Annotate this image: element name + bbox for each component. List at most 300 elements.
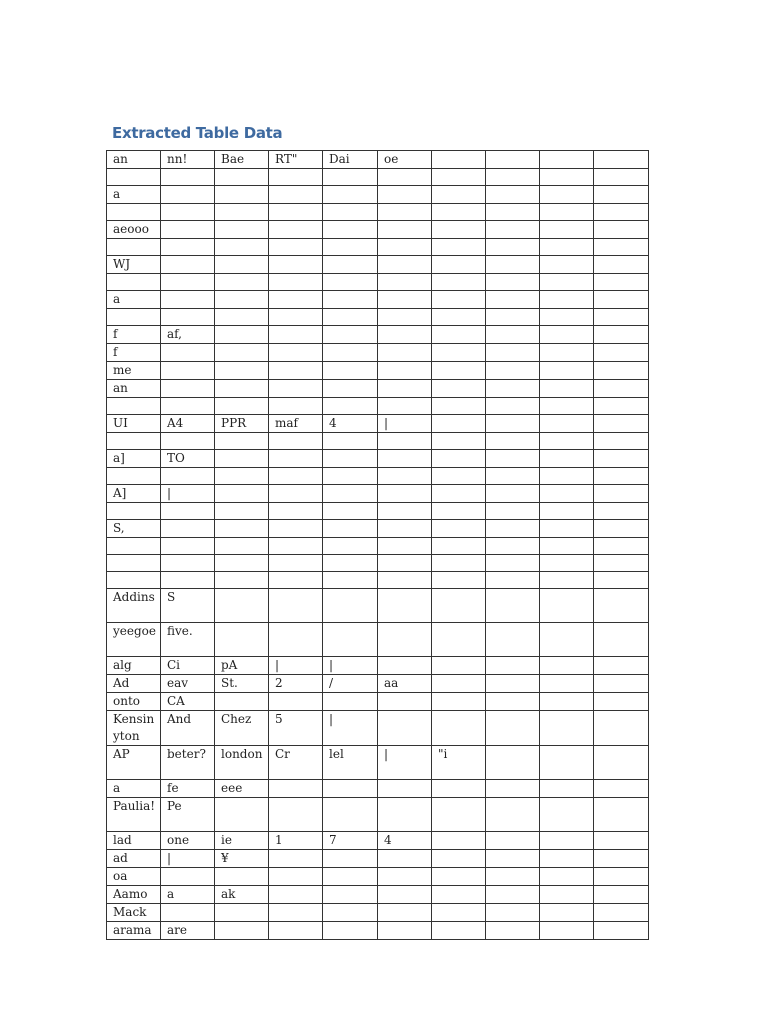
- table-cell: TO: [161, 450, 215, 468]
- table-cell: [432, 520, 486, 538]
- table-cell: [540, 221, 594, 239]
- table-cell: [432, 922, 486, 940]
- table-cell: [594, 468, 649, 485]
- table-cell: [486, 239, 540, 256]
- table-cell: [378, 711, 432, 746]
- table-cell: [269, 169, 323, 186]
- table-cell: [486, 555, 540, 572]
- table-cell: [432, 380, 486, 398]
- table-cell: [161, 291, 215, 309]
- table-cell: [486, 589, 540, 623]
- table-cell: [378, 904, 432, 922]
- table-cell: [107, 274, 161, 291]
- table-cell: [107, 309, 161, 326]
- table-cell: [540, 415, 594, 433]
- table-cell: [594, 485, 649, 503]
- table-cell: [486, 256, 540, 274]
- table-cell: [432, 398, 486, 415]
- table-row: [107, 239, 649, 256]
- table-cell: [432, 326, 486, 344]
- table-cell: [486, 623, 540, 657]
- table-cell: [161, 520, 215, 538]
- table-cell: [378, 398, 432, 415]
- table-cell: [486, 868, 540, 886]
- table-cell: [594, 151, 649, 169]
- table-cell: [378, 344, 432, 362]
- table-cell: a]: [107, 450, 161, 468]
- table-cell: eee: [215, 780, 269, 798]
- table-cell: [269, 922, 323, 940]
- table-row: [107, 433, 649, 450]
- table-cell: [540, 503, 594, 520]
- table-cell: [269, 221, 323, 239]
- table-cell: [323, 204, 378, 221]
- table-cell: [540, 886, 594, 904]
- table-cell: [269, 362, 323, 380]
- table-cell: [594, 798, 649, 832]
- table-cell: S,: [107, 520, 161, 538]
- table-cell: aeooo: [107, 221, 161, 239]
- table-cell: [269, 256, 323, 274]
- table-cell: [161, 186, 215, 204]
- table-cell: Ad: [107, 675, 161, 693]
- table-cell: [323, 291, 378, 309]
- table-cell: [486, 675, 540, 693]
- table-cell: [486, 538, 540, 555]
- table-cell: [486, 415, 540, 433]
- table-cell: [540, 309, 594, 326]
- table-cell: arama: [107, 922, 161, 940]
- table-cell: [594, 398, 649, 415]
- table-cell: [432, 274, 486, 291]
- table-cell: [323, 780, 378, 798]
- table-cell: S: [161, 589, 215, 623]
- table-cell: [594, 344, 649, 362]
- table-cell: [215, 398, 269, 415]
- table-cell: [161, 572, 215, 589]
- table-cell: [486, 850, 540, 868]
- table-cell: [323, 623, 378, 657]
- table-cell: [432, 711, 486, 746]
- table-cell: are: [161, 922, 215, 940]
- table-row: [107, 623, 649, 657]
- table-cell: [594, 886, 649, 904]
- table-cell: [215, 904, 269, 922]
- table-cell: an: [107, 380, 161, 398]
- table-cell: [378, 239, 432, 256]
- table-cell: [269, 538, 323, 555]
- table-cell: [161, 204, 215, 221]
- table-cell: [432, 589, 486, 623]
- table-cell: [594, 221, 649, 239]
- table-cell: /: [323, 675, 378, 693]
- table-row: [107, 204, 649, 221]
- table-cell: |: [378, 415, 432, 433]
- table-cell: [161, 555, 215, 572]
- table-cell: [432, 169, 486, 186]
- table-cell: Paulia!: [107, 798, 161, 832]
- table-row: [107, 415, 649, 433]
- table-cell: [107, 204, 161, 221]
- table-cell: Pe: [161, 798, 215, 832]
- table-cell: |: [378, 746, 432, 780]
- table-cell: [161, 904, 215, 922]
- table-cell: [486, 485, 540, 503]
- table-cell: [432, 675, 486, 693]
- table-cell: [323, 256, 378, 274]
- table-cell: [540, 326, 594, 344]
- table-cell: [486, 798, 540, 832]
- table-cell: [432, 904, 486, 922]
- table-cell: CA: [161, 693, 215, 711]
- table-cell: [432, 572, 486, 589]
- table-row: [107, 675, 649, 693]
- table-cell: [107, 555, 161, 572]
- table-cell: [378, 204, 432, 221]
- table-cell: [594, 326, 649, 344]
- table-cell: [540, 657, 594, 675]
- table-row: [107, 186, 649, 204]
- table-cell: [378, 850, 432, 868]
- table-cell: an: [107, 151, 161, 169]
- table-cell: [486, 503, 540, 520]
- table-cell: [378, 256, 432, 274]
- table-cell: [594, 239, 649, 256]
- table-cell: [107, 398, 161, 415]
- table-cell: [107, 433, 161, 450]
- table-cell: [323, 555, 378, 572]
- table-row: [107, 326, 649, 344]
- table-cell: [323, 886, 378, 904]
- table-cell: [269, 485, 323, 503]
- table-cell: [540, 711, 594, 746]
- table-cell: [486, 886, 540, 904]
- table-cell: [269, 850, 323, 868]
- table-cell: [594, 693, 649, 711]
- table-cell: [486, 291, 540, 309]
- table-row: [107, 572, 649, 589]
- table-cell: [215, 239, 269, 256]
- table-cell: [378, 555, 432, 572]
- table-cell: [540, 450, 594, 468]
- table-cell: [594, 169, 649, 186]
- table-cell: alg: [107, 657, 161, 675]
- table-cell: [269, 468, 323, 485]
- table-cell: [269, 344, 323, 362]
- table-cell: [378, 169, 432, 186]
- table-cell: [269, 780, 323, 798]
- table-cell: [594, 675, 649, 693]
- table-cell: [323, 221, 378, 239]
- extracted-data-table: [106, 150, 649, 940]
- table-cell: [323, 904, 378, 922]
- table-cell: [594, 868, 649, 886]
- table-cell: [432, 868, 486, 886]
- table-cell: Ci: [161, 657, 215, 675]
- table-cell: [486, 711, 540, 746]
- table-cell: [432, 468, 486, 485]
- table-cell: [269, 798, 323, 832]
- table-cell: |: [323, 657, 378, 675]
- table-cell: [215, 274, 269, 291]
- table-cell: [107, 572, 161, 589]
- table-cell: 4: [378, 832, 432, 850]
- table-cell: [594, 433, 649, 450]
- table-row: [107, 555, 649, 572]
- table-cell: 1: [269, 832, 323, 850]
- table-cell: [323, 693, 378, 711]
- table-cell: [269, 204, 323, 221]
- table-cell: [540, 850, 594, 868]
- table-cell: [432, 780, 486, 798]
- table-row: [107, 468, 649, 485]
- table-cell: AP: [107, 746, 161, 780]
- table-cell: [432, 309, 486, 326]
- table-cell: [594, 746, 649, 780]
- table-cell: oe: [378, 151, 432, 169]
- table-cell: [215, 693, 269, 711]
- table-cell: And: [161, 711, 215, 746]
- table-row: [107, 274, 649, 291]
- table-cell: lad: [107, 832, 161, 850]
- table-cell: [594, 623, 649, 657]
- table-cell: [486, 832, 540, 850]
- table-cell: [486, 657, 540, 675]
- table-row: [107, 520, 649, 538]
- table-cell: [540, 538, 594, 555]
- table-cell: [323, 572, 378, 589]
- table-row: [107, 832, 649, 850]
- table-cell: [486, 309, 540, 326]
- table-cell: [540, 675, 594, 693]
- table-cell: [161, 239, 215, 256]
- table-cell: 2: [269, 675, 323, 693]
- table-cell: a: [107, 186, 161, 204]
- table-cell: [594, 450, 649, 468]
- table-cell: [215, 169, 269, 186]
- table-cell: [486, 780, 540, 798]
- table-cell: [432, 151, 486, 169]
- table-cell: [540, 433, 594, 450]
- table-cell: WJ: [107, 256, 161, 274]
- table-row: [107, 221, 649, 239]
- table-cell: [161, 433, 215, 450]
- table-cell: Dai: [323, 151, 378, 169]
- table-cell: [486, 204, 540, 221]
- table-cell: [432, 850, 486, 868]
- table-cell: [378, 186, 432, 204]
- table-cell: [161, 309, 215, 326]
- table-cell: [432, 485, 486, 503]
- table-cell: [594, 589, 649, 623]
- table-cell: f: [107, 344, 161, 362]
- table-cell: A4: [161, 415, 215, 433]
- table-cell: [594, 711, 649, 746]
- table-cell: [323, 850, 378, 868]
- table-cell: |: [161, 850, 215, 868]
- table-cell: [486, 362, 540, 380]
- table-cell: [378, 380, 432, 398]
- table-cell: [486, 398, 540, 415]
- table-cell: [540, 520, 594, 538]
- table-cell: [486, 468, 540, 485]
- table-cell: [378, 572, 432, 589]
- table-cell: [269, 433, 323, 450]
- table-cell: [215, 309, 269, 326]
- table-cell: [540, 344, 594, 362]
- table-cell: [269, 326, 323, 344]
- table-cell: PPR: [215, 415, 269, 433]
- table-cell: [378, 886, 432, 904]
- table-cell: [432, 538, 486, 555]
- table-cell: [594, 309, 649, 326]
- table-cell: [378, 291, 432, 309]
- table-cell: [378, 485, 432, 503]
- table-cell: Addins: [107, 589, 161, 623]
- table-cell: [594, 657, 649, 675]
- table-cell: [107, 239, 161, 256]
- table-cell: Kensinyton: [107, 711, 161, 746]
- table-cell: [323, 344, 378, 362]
- table-cell: [378, 623, 432, 657]
- table-cell: yeegoe: [107, 623, 161, 657]
- table-cell: [540, 798, 594, 832]
- table-cell: [161, 169, 215, 186]
- table-cell: [323, 309, 378, 326]
- table-cell: [486, 520, 540, 538]
- table-cell: [269, 623, 323, 657]
- table-cell: [323, 274, 378, 291]
- table-cell: Mack: [107, 904, 161, 922]
- table-cell: [269, 186, 323, 204]
- table-cell: eav: [161, 675, 215, 693]
- table-row: [107, 380, 649, 398]
- table-cell: 5: [269, 711, 323, 746]
- table-cell: [540, 151, 594, 169]
- table-cell: [378, 538, 432, 555]
- table-cell: [540, 204, 594, 221]
- table-cell: [486, 221, 540, 239]
- table-cell: [594, 555, 649, 572]
- table-cell: [486, 746, 540, 780]
- table-cell: [161, 256, 215, 274]
- table-cell: [594, 274, 649, 291]
- table-cell: [323, 868, 378, 886]
- table-cell: A]: [107, 485, 161, 503]
- table-cell: [486, 693, 540, 711]
- table-cell: [323, 186, 378, 204]
- table-cell: [323, 326, 378, 344]
- table-cell: [378, 922, 432, 940]
- table-cell: [540, 693, 594, 711]
- table-cell: 7: [323, 832, 378, 850]
- table-cell: [486, 904, 540, 922]
- table-cell: [540, 780, 594, 798]
- table-cell: [540, 589, 594, 623]
- table-cell: fe: [161, 780, 215, 798]
- table-cell: [269, 589, 323, 623]
- table-row: [107, 344, 649, 362]
- table-cell: [486, 572, 540, 589]
- table-cell: [215, 868, 269, 886]
- table-row: [107, 711, 649, 746]
- table-cell: [107, 169, 161, 186]
- table-cell: |: [323, 711, 378, 746]
- table-cell: [323, 503, 378, 520]
- table-cell: Cr: [269, 746, 323, 780]
- table-cell: [323, 450, 378, 468]
- table-cell: [323, 589, 378, 623]
- table-cell: [594, 850, 649, 868]
- table-cell: [215, 922, 269, 940]
- table-cell: [432, 344, 486, 362]
- table-cell: london: [215, 746, 269, 780]
- table-cell: ak: [215, 886, 269, 904]
- table-cell: [540, 555, 594, 572]
- table-cell: [594, 186, 649, 204]
- table-cell: [594, 256, 649, 274]
- table-cell: [432, 186, 486, 204]
- table-cell: [540, 380, 594, 398]
- table-cell: [215, 589, 269, 623]
- table-cell: a: [161, 886, 215, 904]
- table-cell: [107, 503, 161, 520]
- table-cell: [486, 450, 540, 468]
- table-cell: [432, 693, 486, 711]
- table-cell: [323, 362, 378, 380]
- table-cell: [540, 746, 594, 780]
- table-cell: [323, 239, 378, 256]
- table-cell: [486, 151, 540, 169]
- table-cell: [269, 239, 323, 256]
- table-cell: [594, 380, 649, 398]
- table-cell: [378, 798, 432, 832]
- table-cell: [594, 538, 649, 555]
- table-cell: ad: [107, 850, 161, 868]
- table-cell: [215, 186, 269, 204]
- table-cell: [161, 380, 215, 398]
- table-cell: [161, 503, 215, 520]
- table-cell: [540, 398, 594, 415]
- table-cell: af,: [161, 326, 215, 344]
- table-cell: [378, 326, 432, 344]
- table-row: [107, 291, 649, 309]
- table-cell: [594, 572, 649, 589]
- table-cell: maf: [269, 415, 323, 433]
- table-cell: [378, 450, 432, 468]
- table-cell: St.: [215, 675, 269, 693]
- table-cell: [378, 780, 432, 798]
- table-cell: [378, 274, 432, 291]
- table-cell: [540, 291, 594, 309]
- table-row: [107, 151, 649, 169]
- table-cell: [161, 538, 215, 555]
- table-cell: [161, 221, 215, 239]
- table-cell: [161, 868, 215, 886]
- table-cell: [378, 520, 432, 538]
- table-cell: [540, 468, 594, 485]
- table-row: [107, 503, 649, 520]
- table-row: [107, 362, 649, 380]
- table-cell: [215, 450, 269, 468]
- table-cell: [432, 450, 486, 468]
- table-cell: [594, 362, 649, 380]
- table-cell: [378, 589, 432, 623]
- table-cell: [594, 832, 649, 850]
- table-cell: [432, 555, 486, 572]
- table-cell: [269, 572, 323, 589]
- table-row: [107, 868, 649, 886]
